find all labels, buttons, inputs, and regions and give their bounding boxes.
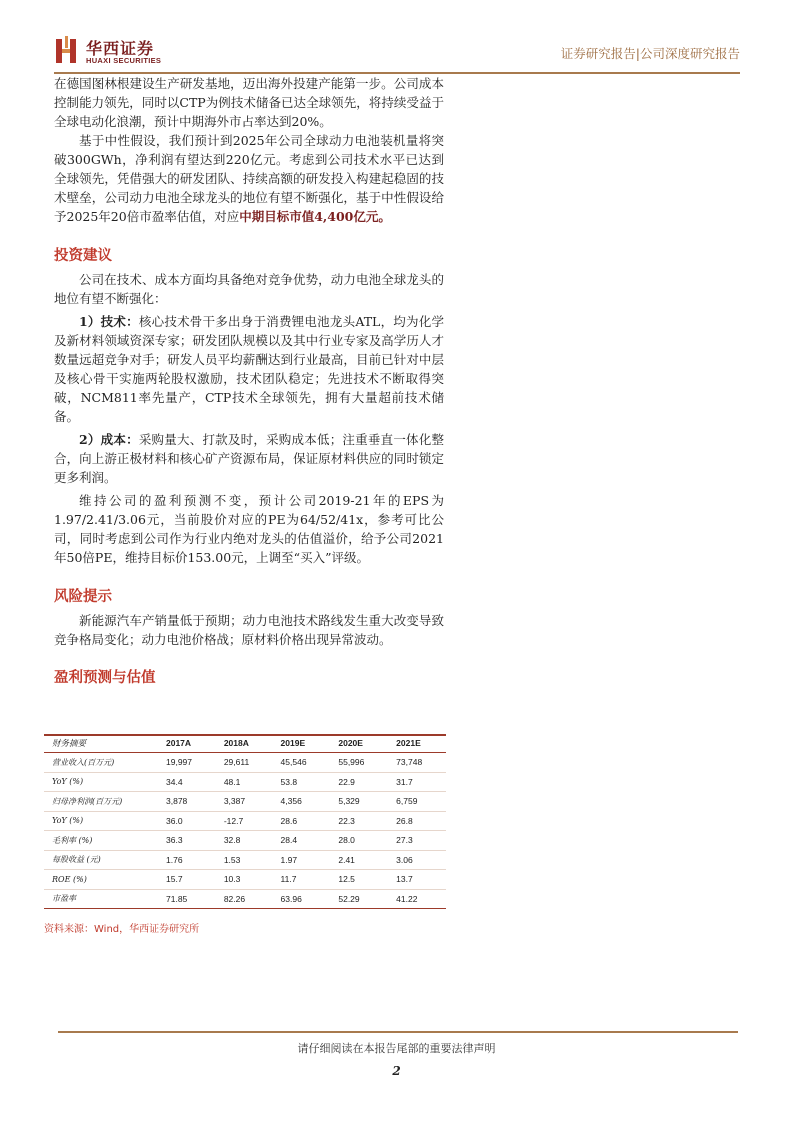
cost-text: 采购量大、打款及时，采购成本低；注重垂直一体化整合，向上游正极材料和核心矿产资源布局，保证原材料供应的同时锁定更多利润。 xyxy=(54,432,444,485)
row-label: 每股收益 (元) xyxy=(44,850,158,870)
table-cell: 53.8 xyxy=(273,772,331,792)
table-cell: 32.8 xyxy=(216,831,273,851)
row-label: ROE (%) xyxy=(44,870,158,890)
section-title-risk: 风险提示 xyxy=(54,589,112,605)
footer-divider xyxy=(58,1031,738,1033)
cost-label: 2）成本： xyxy=(79,432,139,447)
legal-notice: 请仔细阅读在本报告尾部的重要法律声明 xyxy=(297,1042,496,1055)
table-cell: 10.3 xyxy=(216,870,273,890)
tech-text: 核心技术骨干多出身于消费锂电池龙头ATL，均为化学及新材料领域资深专家；研发团队规模以及其中行业专家及高学历人才数量远超竞争对手；研发人员平均薪酬达到行业最高，目前已针对中层及核心骨干实施两轮股权激励，技术团队稳定；先进技术不断取得突破，NCM811率先量产，CTP技术全球领先，拥有大量超前技术储备。 xyxy=(54,314,445,424)
table-header-cell: 2018A xyxy=(216,734,273,753)
invest-paragraph-tech xyxy=(54,312,444,426)
table-cell: 41.22 xyxy=(388,889,446,909)
table-row xyxy=(44,889,446,909)
section-title-forecast: 盈利预测与估值 xyxy=(54,670,156,686)
table-cell: 28.4 xyxy=(273,831,331,851)
table-row xyxy=(44,772,446,792)
table-cell: 55,996 xyxy=(330,753,388,773)
report-type: 证券研究报告|公司深度研究报告 xyxy=(560,46,740,61)
table-source: 资料来源：Wind，华西证券研究所 xyxy=(44,924,200,935)
row-label: 归母净利润(百万元) xyxy=(44,792,158,812)
table-cell: 36.3 xyxy=(158,831,216,851)
table-header-cell: 2019E xyxy=(273,734,331,753)
table-cell: 19,997 xyxy=(158,753,216,773)
table-cell: 52.29 xyxy=(330,889,388,909)
table-row xyxy=(44,811,446,831)
logo-en-text: HUAXI SECURITIES xyxy=(86,56,162,65)
table-cell: 71.85 xyxy=(158,889,216,909)
table-top-rule xyxy=(44,734,446,736)
invest-paragraph-1: 公司在技术、成本方面均具备绝对竞争优势，动力电池全球龙头的地位有望不断强化： xyxy=(54,272,444,306)
table-cell: 3,878 xyxy=(158,792,216,812)
table-header-cell: 财务摘要 xyxy=(44,734,158,753)
table-cell: 15.7 xyxy=(158,870,216,890)
table-cell: 28.6 xyxy=(273,811,331,831)
table-cell: 1.97 xyxy=(273,850,331,870)
table-cell: 34.4 xyxy=(158,772,216,792)
table-header-cell: 2020E xyxy=(330,734,388,753)
row-label: 营业收入(百万元) xyxy=(44,753,158,773)
table-cell: 28.0 xyxy=(330,831,388,851)
table-cell: 3.06 xyxy=(388,850,446,870)
invest-paragraph-valuation: 维持公司的盈利预测不变，预计公司2019-21年的EPS为1.97/2.41/3.06元，当前股价对应的PE为64/52/41x，参考可比公司，同时考虑到公司作为行业内绝对龙头的估值溢价，给予公司2021年50倍PE，维持目标价153.00元，上调至“买入”评级。 xyxy=(54,493,444,565)
forecast-table-wrap xyxy=(44,734,446,909)
row-label: YoY (%) xyxy=(44,811,158,831)
table-row xyxy=(44,870,446,890)
forecast-table xyxy=(44,734,446,909)
table-cell: 82.26 xyxy=(216,889,273,909)
table-row xyxy=(44,753,446,773)
table-cell: 36.0 xyxy=(158,811,216,831)
row-label: YoY (%) xyxy=(44,772,158,792)
huaxi-logo-icon xyxy=(54,36,80,66)
table-header-cell: 2017A xyxy=(158,734,216,753)
table-row xyxy=(44,850,446,870)
table-cell: 1.53 xyxy=(216,850,273,870)
page-header xyxy=(54,36,740,72)
table-row xyxy=(44,792,446,812)
table-cell: 31.7 xyxy=(388,772,446,792)
table-cell: 1.76 xyxy=(158,850,216,870)
table-cell: 45,546 xyxy=(273,753,331,773)
table-cell: 3,387 xyxy=(216,792,273,812)
table-cell: 48.1 xyxy=(216,772,273,792)
table-cell: 63.96 xyxy=(273,889,331,909)
table-cell: 22.9 xyxy=(330,772,388,792)
row-label: 市盈率 xyxy=(44,889,158,909)
table-cell: 13.7 xyxy=(388,870,446,890)
table-cell: 27.3 xyxy=(388,831,446,851)
risk-paragraph: 新能源汽车产销量低于预期；动力电池技术路线发生重大改变导致竞争格局变化；动力电池价格战；原材料价格出现异常波动。 xyxy=(54,613,444,647)
table-cell: 11.7 xyxy=(273,870,331,890)
table-cell: 29,611 xyxy=(216,753,273,773)
table-cell: 2.41 xyxy=(330,850,388,870)
row-label: 毛利率 (%) xyxy=(44,831,158,851)
tech-label: 1）技术： xyxy=(79,314,139,329)
section-title-invest: 投资建议 xyxy=(54,248,112,264)
table-header-cell: 2021E xyxy=(388,734,446,753)
logo-cn-text: 华西证券 xyxy=(86,39,155,58)
main-content xyxy=(54,74,444,688)
intro-p2-text: 基于中性假设，我们预计到2025年公司全球动力电池装机量将突破300GWh，净利润有望达到220亿元。考虑到公司技术水平已达到全球领先，凭借强大的研发团队、持续高额的研发投入构建起稳固的技术壁垒，公司动力电池全球龙头的地位有望不断强化，基于中性假设给予2025年20倍市盈率估值，对应 xyxy=(54,133,444,224)
table-cell: 26.8 xyxy=(388,811,446,831)
table-cell: -12.7 xyxy=(216,811,273,831)
intro-paragraph-1: 在德国图林根建设生产研发基地，迈出海外投建产能第一步。公司成本控制能力领先，同时以CTP为例技术储备已达全球领先，将持续受益于全球电动化浪潮，预计中期海外市占率达到20%。 xyxy=(54,76,444,129)
target-market-value: 中期目标市值4,400亿元。 xyxy=(239,209,391,224)
intro-paragraph-2 xyxy=(54,131,444,226)
table-cell: 4,356 xyxy=(273,792,331,812)
table-cell: 5,329 xyxy=(330,792,388,812)
invest-paragraph-cost xyxy=(54,430,444,487)
table-header-row xyxy=(44,734,446,753)
table-cell: 6,759 xyxy=(388,792,446,812)
table-row xyxy=(44,831,446,851)
table-cell: 73,748 xyxy=(388,753,446,773)
table-cell: 22.3 xyxy=(330,811,388,831)
page-number: 2 xyxy=(392,1064,401,1078)
table-cell: 12.5 xyxy=(330,870,388,890)
